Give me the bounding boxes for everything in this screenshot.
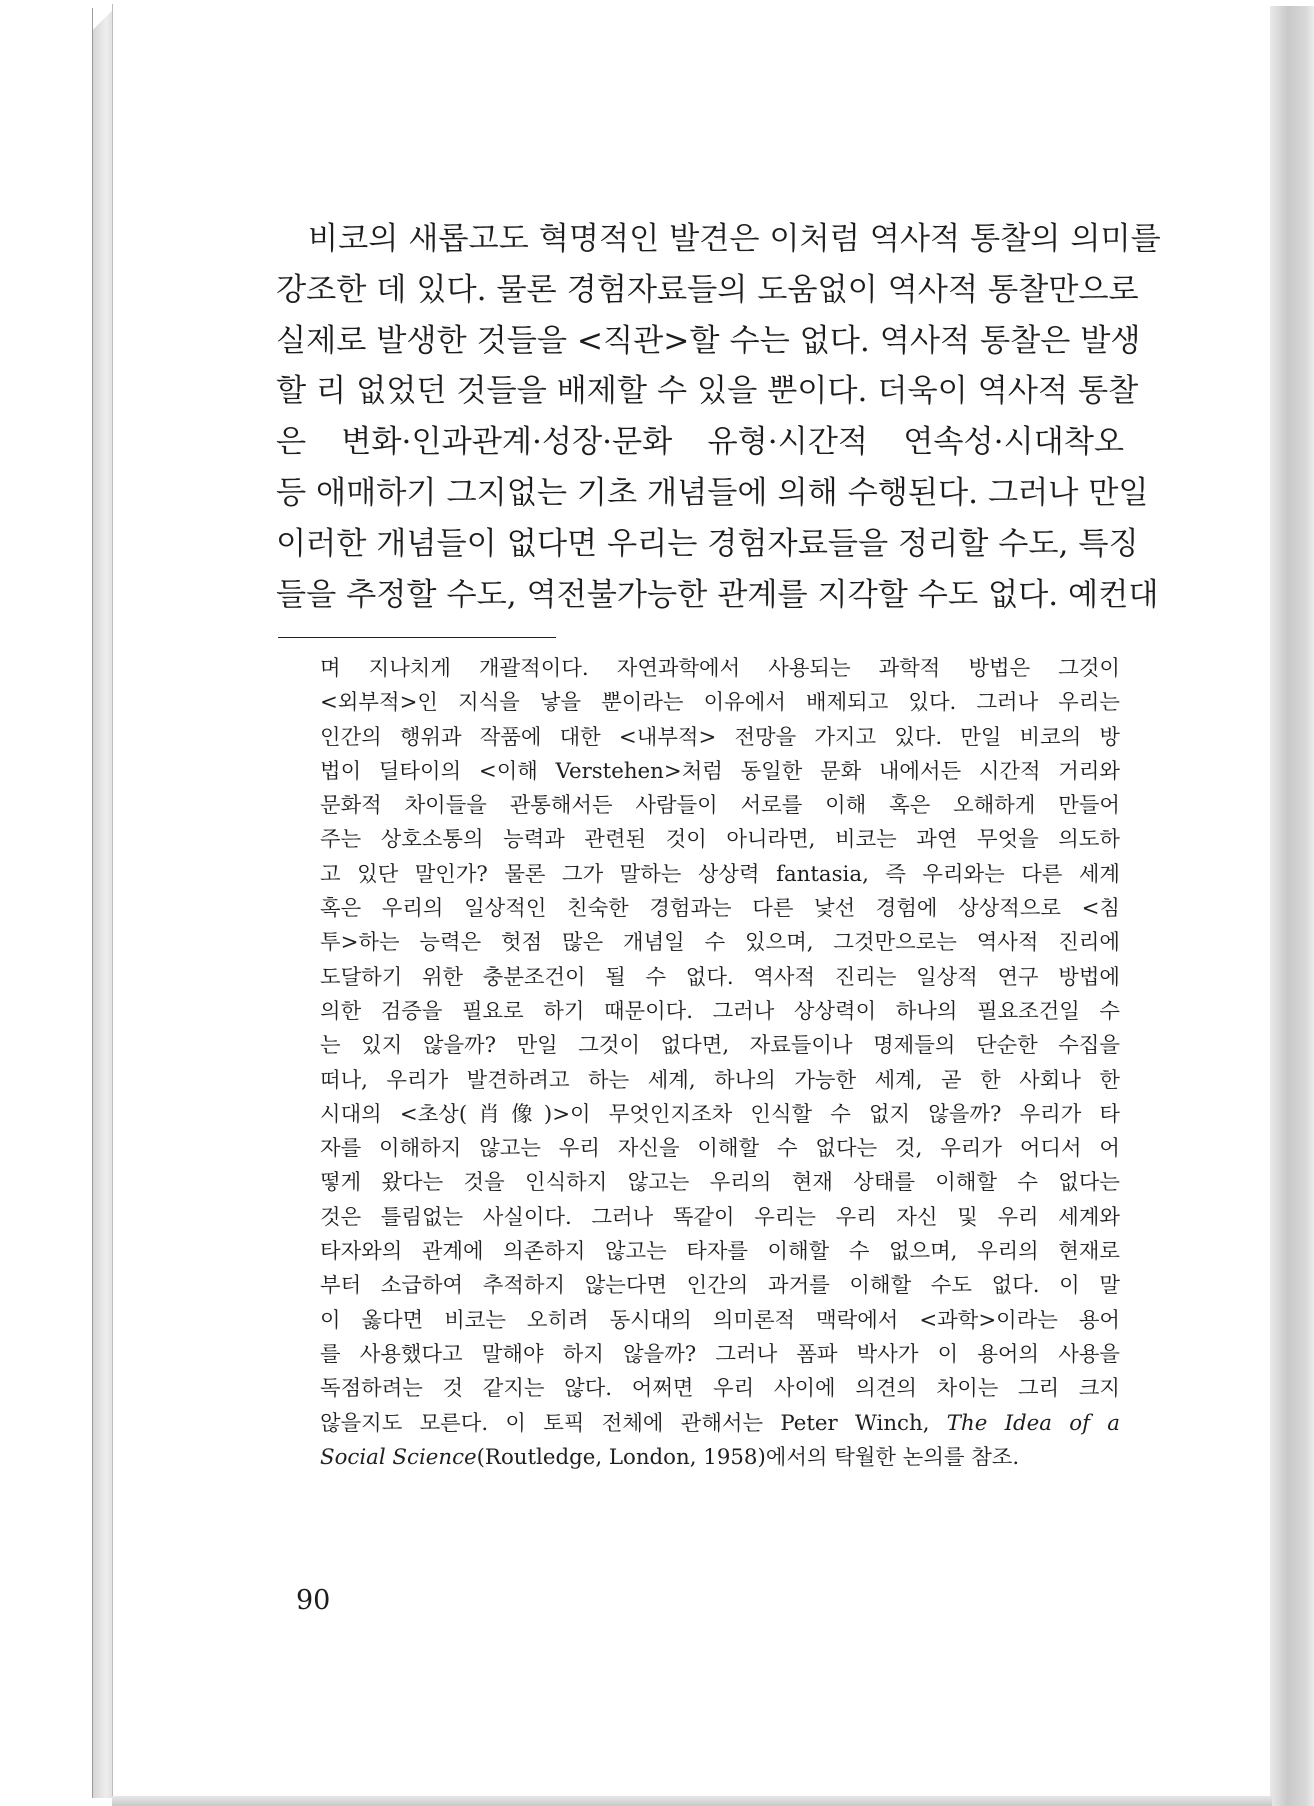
footnote-line: 주는 상호소통의 능력과 관련된 것이 아니라면, 비코는 과연 무엇을 의도하 — [320, 827, 1120, 853]
footnote-text: 않을지도 모른다. 이 토픽 전체에 관해서는 Peter Winch, — [320, 1410, 947, 1436]
footnote-line: 자를 이해하지 않고는 우리 자신을 이해할 수 없다는 것, 우리가 어디서 어 — [320, 1136, 1120, 1162]
body-line: 비코의 새롭고도 혁명적인 발견은 이처럼 역사적 통찰의 의미를 — [308, 221, 1161, 257]
footnote-line: 인간의 행위과 작품에 대한 <내부적> 전망을 가지고 있다. 만일 비코의 방 — [320, 724, 1120, 750]
body-line: 은 변화·인과관계·성장·문화 유형·시간적 연속성·시대착오 — [276, 424, 1124, 461]
book-title-italic: The Idea of a — [946, 1410, 1120, 1436]
footnote-line: 떻게 왔다는 것을 인식하지 않고는 우리의 현재 상태를 이해할 수 없다는 — [320, 1170, 1120, 1196]
footnote-line: 며 지나치게 개괄적이다. 자연과학에서 사용되는 과학적 방법은 그것이 — [320, 656, 1120, 681]
body-line: 이러한 개념들이 없다면 우리는 경험자료들을 정리할 수도, 특징 — [276, 525, 1139, 562]
body-paragraph — [276, 214, 1161, 620]
footnote-block — [320, 652, 1120, 1475]
footnote-line: 것은 틀림없는 사실이다. 그러나 똑같이 우리는 우리 자신 및 우리 세계와 — [320, 1204, 1120, 1230]
footnote-line: 독점하려는 것 같지는 않다. 어쩌면 우리 사이에 의견의 차이는 그리 크지 — [320, 1376, 1120, 1402]
footnote-line: 도달하기 위한 충분조건이 될 수 없다. 역사적 진리는 일상적 연구 방법에 — [320, 964, 1120, 990]
footnote-line: 떠나, 우리가 발견하려고 하는 세계, 하나의 가능한 세계, 곧 한 사회나 한 — [320, 1067, 1120, 1093]
body-line: 할 리 없었던 것들을 배제할 수 있을 뿐이다. 더욱이 역사적 통찰 — [276, 373, 1139, 410]
body-line: 등 애매하기 그지없는 기초 개념들에 의해 수행된다. 그러나 만일 — [276, 474, 1149, 511]
body-line: 강조한 데 있다. 물론 경험자료들의 도움없이 역사적 통찰만으로 — [276, 271, 1139, 308]
footnote-line: 는 있지 않을까? 만일 그것이 없다면, 자료들이나 명제들의 단순한 수집을 — [320, 1033, 1120, 1059]
footnote-line — [320, 1407, 1120, 1441]
book-title-italic: Social Science — [320, 1444, 477, 1470]
footnote-line — [320, 1441, 1120, 1475]
page-edge-bottom — [112, 1796, 1272, 1806]
page-number: 90 — [296, 1585, 331, 1616]
footnote-separator-rule — [278, 637, 556, 638]
footnote-line: 혹은 우리의 일상적인 친숙한 경험과는 다른 낯선 경험에 상상적으로 <침 — [320, 896, 1120, 922]
footnote-line: 타자와의 관계에 의존하지 않고는 타자를 이해할 수 없으며, 우리의 현재로 — [320, 1239, 1120, 1265]
body-line: 들을 추정할 수도, 역전불가능한 관계를 지각할 수도 없다. 예컨대 — [276, 576, 1159, 613]
page-edge-right — [1270, 6, 1314, 1806]
footnote-line: 를 사용했다고 말해야 하지 않을까? 그러나 폼파 박사가 이 용어의 사용을 — [320, 1341, 1120, 1367]
footnote-line: 시대의 <초상(肖像)>이 무엇인지조차 인식할 수 없지 않을까? 우리가 타 — [320, 1101, 1120, 1127]
footnote-line: 투>하는 능력은 헛점 많은 개념일 수 있으며, 그것만으로는 역사적 진리에 — [320, 930, 1120, 956]
footnote-line: 고 있단 말인가? 물론 그가 말하는 상상력 fantasia, 즉 우리와는 다른 세계 — [320, 861, 1120, 887]
footnote-line: 이 옳다면 비코는 오히려 동시대의 의미론적 맥락에서 <과학>이라는 용어 — [320, 1307, 1120, 1333]
body-line: 실제로 발생한 것들을 <직관>할 수는 없다. 역사적 통찰은 발생 — [276, 322, 1141, 359]
footnote-line: 의한 검증을 필요로 하기 때문이다. 그러나 상상력이 하나의 필요조건일 수 — [320, 998, 1120, 1024]
footnote-line: 법이 딜타이의 <이해 Verstehen>처럼 동일한 문화 내에서든 시간적 거리와 — [320, 758, 1120, 784]
footnote-text: (Routledge, London, 1958)에서의 탁월한 논의를 참조. — [476, 1444, 1020, 1470]
footnote-line: 문화적 차이들을 관통해서든 사람들이 서로를 이해 혹은 오해하게 만들어 — [320, 793, 1120, 819]
footnote-line: <외부적>인 지식을 낳을 뿐이라는 이유에서 배제되고 있다. 그러나 우리는 — [320, 690, 1120, 716]
footnote-line: 부터 소급하여 추적하지 않는다면 인간의 과거를 이해할 수도 없다. 이 말 — [320, 1273, 1120, 1299]
